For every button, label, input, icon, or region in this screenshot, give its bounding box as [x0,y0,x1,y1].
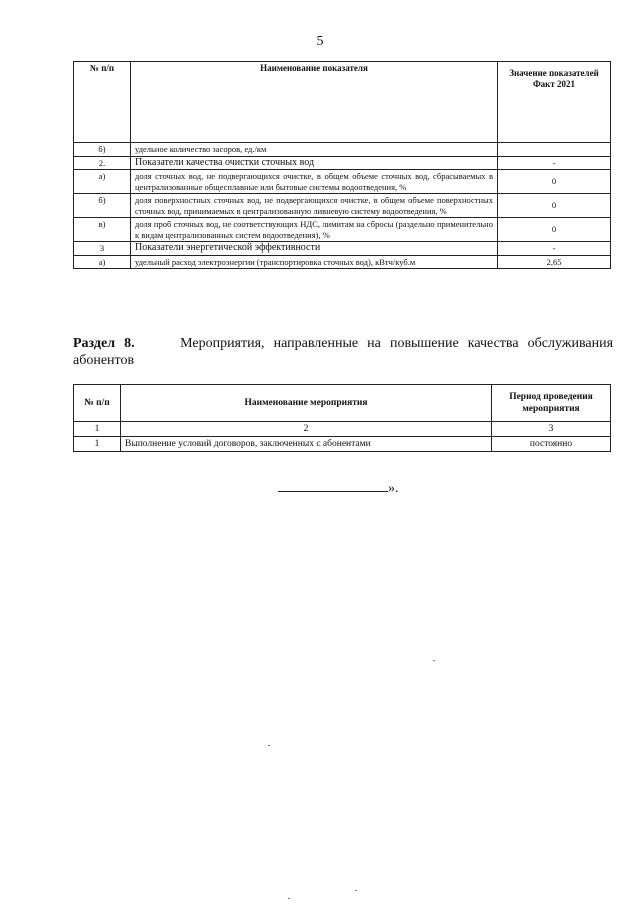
index-period: 3 [492,422,611,437]
row-num: 3 [74,242,131,256]
header-num: № п/п [74,385,121,422]
table-row [74,143,611,157]
section-heading [73,335,613,369]
row-name: доля сточных вод, не подвергающихся очистке, в общем объеме сточных вод, сбрасываемых в централизованные общесплавные или бытовые системы водоотведения, % [131,170,498,194]
table-row [74,255,611,269]
row-period: постоянно [492,437,611,452]
row-value [498,143,611,157]
table-index-row [74,422,611,437]
row-value: - [498,156,611,170]
index-name: 2 [121,422,492,437]
row-name: Показатели энергетической эффективности [131,242,498,256]
closing-mark [278,481,399,497]
row-num: в) [74,218,131,242]
header-num: № п/п [74,62,131,143]
table-header-row [74,385,611,422]
table-row [74,156,611,170]
row-name: Показатели качества очистки сточных вод [131,156,498,170]
row-value: 0 [498,170,611,194]
row-num: б) [74,194,131,218]
scan-speck [288,898,290,899]
row-value: 0 [498,194,611,218]
page-number: 5 [316,34,324,49]
header-period: Период проведения мероприятия [492,385,611,422]
header-value: Значение показателей Факт 2021 [498,62,611,143]
row-num: 2. [74,156,131,170]
row-name: Выполнение условий договоров, заключенных с абонентами [121,437,492,452]
row-num: 1 [74,437,121,452]
scan-speck [433,660,435,661]
row-num: б) [74,143,131,157]
header-name: Наименование мероприятия [121,385,492,422]
row-name: удельное количество засоров, ед./км [131,143,498,157]
table-row [74,242,611,256]
row-num: а) [74,170,131,194]
table-header-row [74,62,611,143]
row-num: а) [74,255,131,269]
indicators-table [73,61,611,269]
row-name: доля поверхностных сточных вод, не подвергающихся очистке, в общем объеме поверхностных сточных вод, принимаемых в централизованную ливневую систему водоотведения, % [131,194,498,218]
index-num: 1 [74,422,121,437]
table-row [74,170,611,194]
row-value: - [498,242,611,256]
table-row [74,194,611,218]
row-name: удельный расход электроэнергии (транспортировка сточных вод), кВтч/куб.м [131,255,498,269]
header-name: Наименование показателя [131,62,498,143]
section-title: Мероприятия, направленные на повышение качества обслуживания абонентов [73,336,614,368]
table-row [74,437,611,452]
scan-speck [355,890,357,891]
scan-speck [268,745,270,746]
section-label: Раздел 8. [73,336,135,351]
row-value: 0 [498,218,611,242]
closing-quote: ». [388,481,399,496]
signature-line [278,481,388,492]
row-value: 2,65 [498,255,611,269]
row-name: доля проб сточных вод, не соответствующих НДС, лимитам на сбросы (раздельно применительно к видам централизованных систем водоотведения), % [131,218,498,242]
table-row [74,218,611,242]
measures-table [73,384,611,452]
